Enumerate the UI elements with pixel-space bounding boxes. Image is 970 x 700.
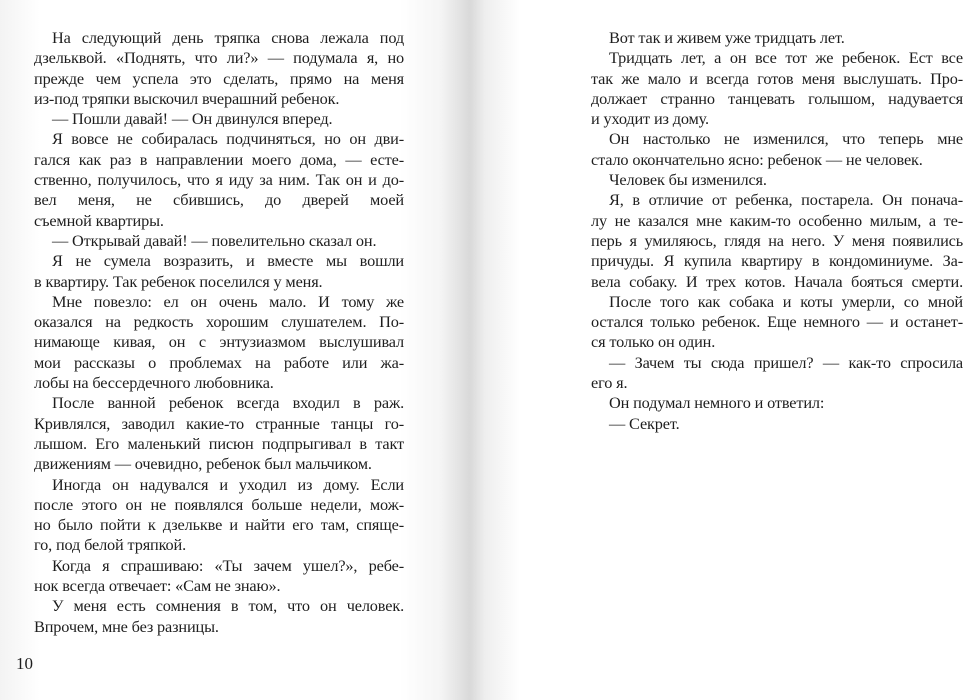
text-line: так же мало и всегда готов меня выслушать. Про- xyxy=(591,68,963,88)
text-line: Он настолько не изменился, что теперь мне xyxy=(609,129,963,149)
text-line: На следующий день тряпка снова лежала под xyxy=(52,28,404,47)
page-number: 10 xyxy=(16,654,33,673)
text-line: — Пошли давай! — Он двинулся вперед. xyxy=(52,109,333,129)
text-line: остался только ребенок. Еще немного — и останет- xyxy=(591,312,963,332)
left-page xyxy=(34,28,404,637)
text-line: ственно, получилось, что я иду за ним. Так он и до- xyxy=(34,170,404,190)
text-line: нимающе кивая, он с энтузиазмом выслушивал xyxy=(34,332,404,352)
text-line: — Зачем ты сюда пришел? — как-то спросила xyxy=(609,352,963,372)
text-line: лу не казался мне каким-то особенно милым, а те- xyxy=(591,210,963,230)
text-line: вел меня, не сбившись, до дверей моей xyxy=(34,190,404,210)
text-line: — Секрет. xyxy=(609,413,680,433)
text-line: движениям — очевидно, ребенок был мальчиком. xyxy=(34,454,372,474)
text-line: нок всегда отвечает: «Сам не знаю». xyxy=(34,576,281,596)
text-line: Кривлялся, заводил какие-то странные танцы го- xyxy=(34,413,404,433)
text-line: После ванной ребенок всегда входил в раж. xyxy=(52,393,404,413)
text-line: Тридцать лет, а он все тот же ребенок. Ест все xyxy=(609,48,963,68)
text-line: оказался на редкость хорошим слушателем. По- xyxy=(34,312,404,332)
text-line: перь я умиляюсь, глядя на него. У меня появились xyxy=(591,230,963,250)
text-line: в квартиру. Так ребенок поселился у меня. xyxy=(34,271,323,291)
text-line: Вот так и живем уже тридцать лет. xyxy=(609,28,845,47)
text-line: — Открывай давай! — повелительно сказал он. xyxy=(52,230,377,250)
text-line: лышом. Его маленький писюн подпрыгивал в такт xyxy=(34,433,404,453)
text-line: После того как собака и коты умерли, со мной xyxy=(609,291,963,311)
text-line: из-под тряпки выскочил вчерашний ребенок. xyxy=(34,88,340,108)
text-line: Когда я спрашиваю: «Ты зачем ушел?», ребе- xyxy=(52,555,404,575)
text-line: ся только он один. xyxy=(591,332,716,352)
text-line: лобы на бессердечного любовника. xyxy=(34,373,274,393)
text-line: го, под белой тряпкой. xyxy=(34,535,186,555)
text-line: но было пойти к дзелькве и найти его там, спяще- xyxy=(34,515,404,535)
text-line: причуды. Я купила квартиру в кондоминиуме. За- xyxy=(591,251,963,271)
text-line: Впрочем, мне без разницы. xyxy=(34,616,219,636)
text-line: дзельквой. «Поднять, что ли?» — подумала я, но xyxy=(34,48,404,68)
text-line: Человек бы изменился. xyxy=(609,170,767,190)
text-line: съемной квартиры. xyxy=(34,210,164,230)
text-line: У меня есть сомнения в том, что он человек. xyxy=(52,596,404,616)
text-line: вела собаку. И трех котов. Начала бояться смерти. xyxy=(591,271,963,291)
right-page xyxy=(591,28,963,434)
text-line: стало окончательно ясно: ребенок — не человек. xyxy=(591,149,923,169)
text-line: гался как раз в направлении моего дома, — есте- xyxy=(34,149,404,169)
text-line: должает странно танцевать голышом, надувается xyxy=(591,88,963,108)
text-line: после этого он не появлялся больше недели, мож- xyxy=(34,494,404,514)
text-line: его я. xyxy=(591,373,628,393)
text-line: Я вовсе не собиралась подчиняться, но он дви- xyxy=(52,129,404,149)
text-line: мои рассказы о проблемах на работе или жа- xyxy=(34,352,404,372)
text-line: Иногда он надувался и уходил из дому. Если xyxy=(52,474,404,494)
text-line: Я не сумела возразить, и вместе мы вошли xyxy=(52,251,404,271)
text-line: и уходит из дому. xyxy=(591,109,709,129)
text-line: Мне повезло: ел он очень мало. И тому же xyxy=(52,291,404,311)
text-line: прежде чем успела это сделать, прямо на меня xyxy=(34,68,404,88)
text-line: Он подумал немного и ответил: xyxy=(609,393,825,413)
text-line: Я, в отличие от ребенка, постарела. Он понача- xyxy=(609,190,963,210)
